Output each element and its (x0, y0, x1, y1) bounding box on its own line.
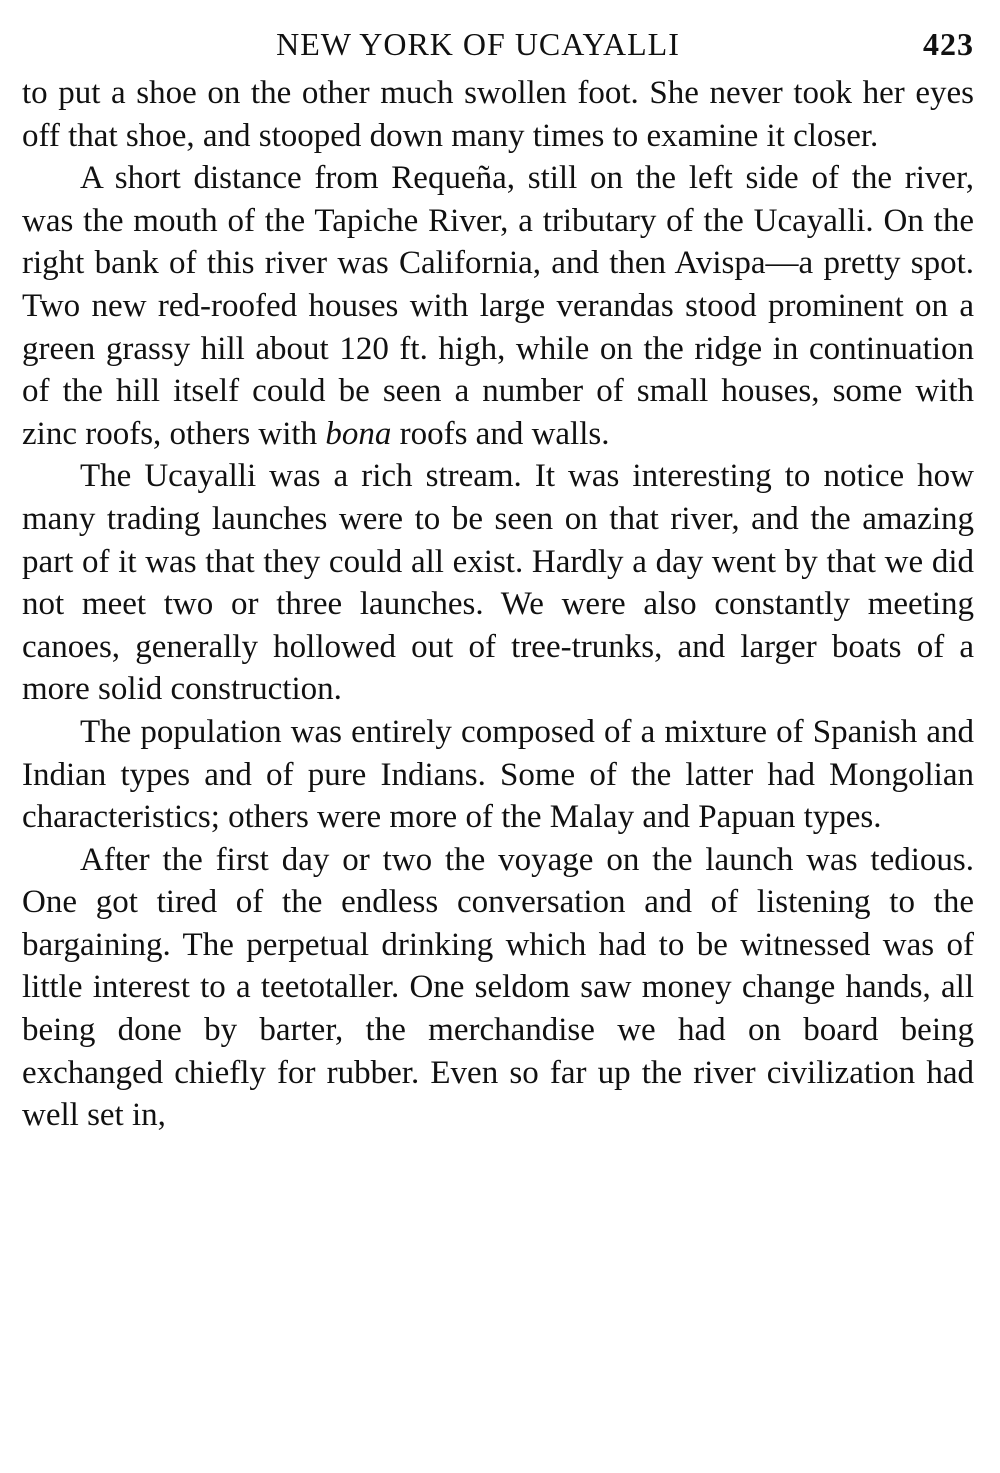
body-text (22, 72, 974, 1137)
paragraph-continued: to put a shoe on the other much swollen foot. She never took her eyes off that shoe, and stooped down many times to examine it closer. (22, 75, 974, 154)
paragraph-tapiche-river (22, 157, 974, 455)
paragraph-text-end: roofs and walls. (391, 415, 610, 452)
italic-word-bona: bona (325, 415, 392, 452)
book-page (22, 22, 974, 1452)
running-head (22, 22, 974, 72)
paragraph-population: The population was entirely composed of a mixture of Spanish and Indian types and of pure Indians. Some of the latter had Mongolian characteristics; others were more of the Malay and Papuan types. (22, 713, 974, 836)
running-title: NEW YORK OF UCAYALLI (276, 26, 680, 62)
paragraph-text: A short distance from Requeña, still on the left side of the river, was the mouth of the Tapiche River, a tributary of the Ucayalli. On the right bank of this river was California, and then Avispa—a pretty spot. Two new red-roofed houses with large verandas stood prominent on a green grassy hill about 120 ft. high, while on the ridge in continuation of the hill itself could be seen a number of small houses, some with zinc roofs, others with (22, 160, 974, 452)
paragraph-ucayalli-stream: The Ucayalli was a rich stream. It was interesting to notice how many trading launches were to be seen on that river, and the amazing part of it was that they could all exist. Hardly a day went by that we did not meet two or three launches. We were also constantly meeting canoes, generally hollowed out of tree-trunks, and larger boats of a more solid construction. (22, 458, 974, 708)
paragraph-voyage: After the first day or two the voyage on the launch was tedious. One got tired of the endless conversation and of listening to the bargaining. The perpetual drinking which had to be witnessed was of little interest to a teetotaller. One seldom saw money change hands, all being done by barter, the merchandise we had on board being exchanged chiefly for rubber. Even so far up the river civilization had well set in, (22, 841, 974, 1134)
page-number: 423 (923, 26, 974, 62)
